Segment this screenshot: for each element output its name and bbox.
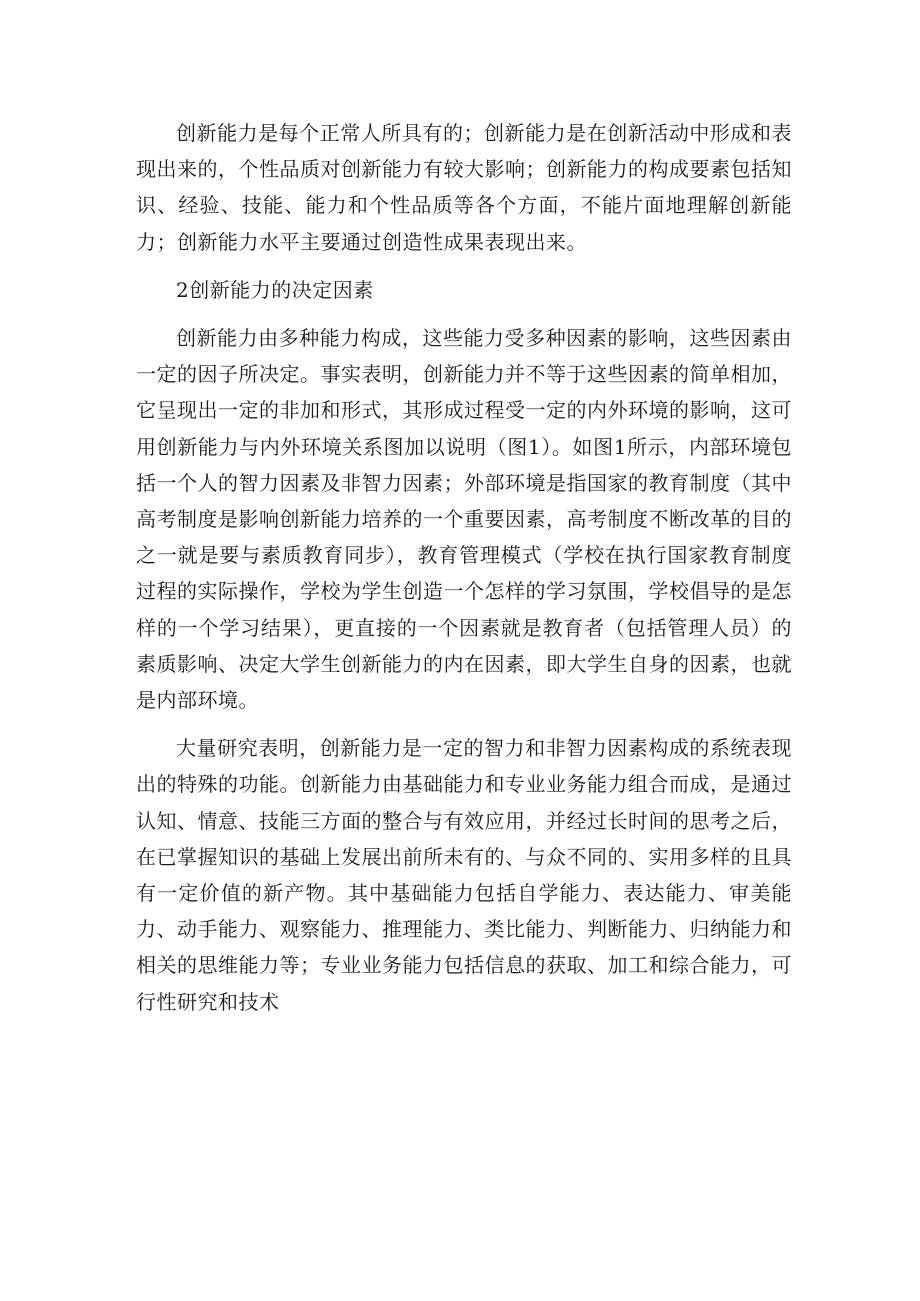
paragraph-determinants: 创新能力由多种能力构成，这些能力受多种因素的影响，这些因素由一定的因子所决定。事实表明，创新能力并不等于这些因素的简单相加，它呈现出一定的非加和形式，其形成过程受一定的内外环境的影响，这可用创新能力与内外环境关系图加以说明（图1）。如图1所示，内部环境包括一个人的智力因素及非智力因素；外部环境是指国家的教育制度（其中高考制度是影响创新能力培养的一个重要因素，高考制度不断改革的目的之一就是要与素质教育同步），教育管理模式（学校在执行国家教育制度过程的实际操作，学校为学生创造一个怎样的学习氛围，学校倡导的是怎样的一个学习结果），更直接的一个因素就是教育者（包括管理人员）的素质影响、决定大学生创新能力的内在因素，即大学生自身的因素，也就是内部环境。 <box>136 326 792 713</box>
paragraph-definition: 创新能力是每个正常人所具有的；创新能力是在创新活动中形成和表现出来的，个性品质对创新能力有较大影响；创新能力的构成要素包括知识、经验、技能、能力和个性品质等各个方面，不能片面地理解创新能力；创新能力水平主要通过创造性成果表现出来。 <box>136 121 792 254</box>
paragraph-composition: 大量研究表明，创新能力是一定的智力和非智力因素构成的系统表现出的特殊的功能。创新能力由基础能力和专业业务能力组合而成，是通过认知、情意、技能三方面的整合与有效应用，并经过长时间的思考之后，在已掌握知识的基础上发展出前所未有的、与众不同的、实用多样的且具有一定价值的新产物。其中基础能力包括自学能力、表达能力、审美能力、动手能力、观察能力、推理能力、类比能力、判断能力、归纳能力和相关的思维能力等；专业业务能力包括信息的获取、加工和综合能力，可行性研究和技术 <box>136 736 792 1014</box>
document-page <box>136 115 792 1020</box>
section-heading: 2创新能力的决定因素 <box>176 277 374 302</box>
